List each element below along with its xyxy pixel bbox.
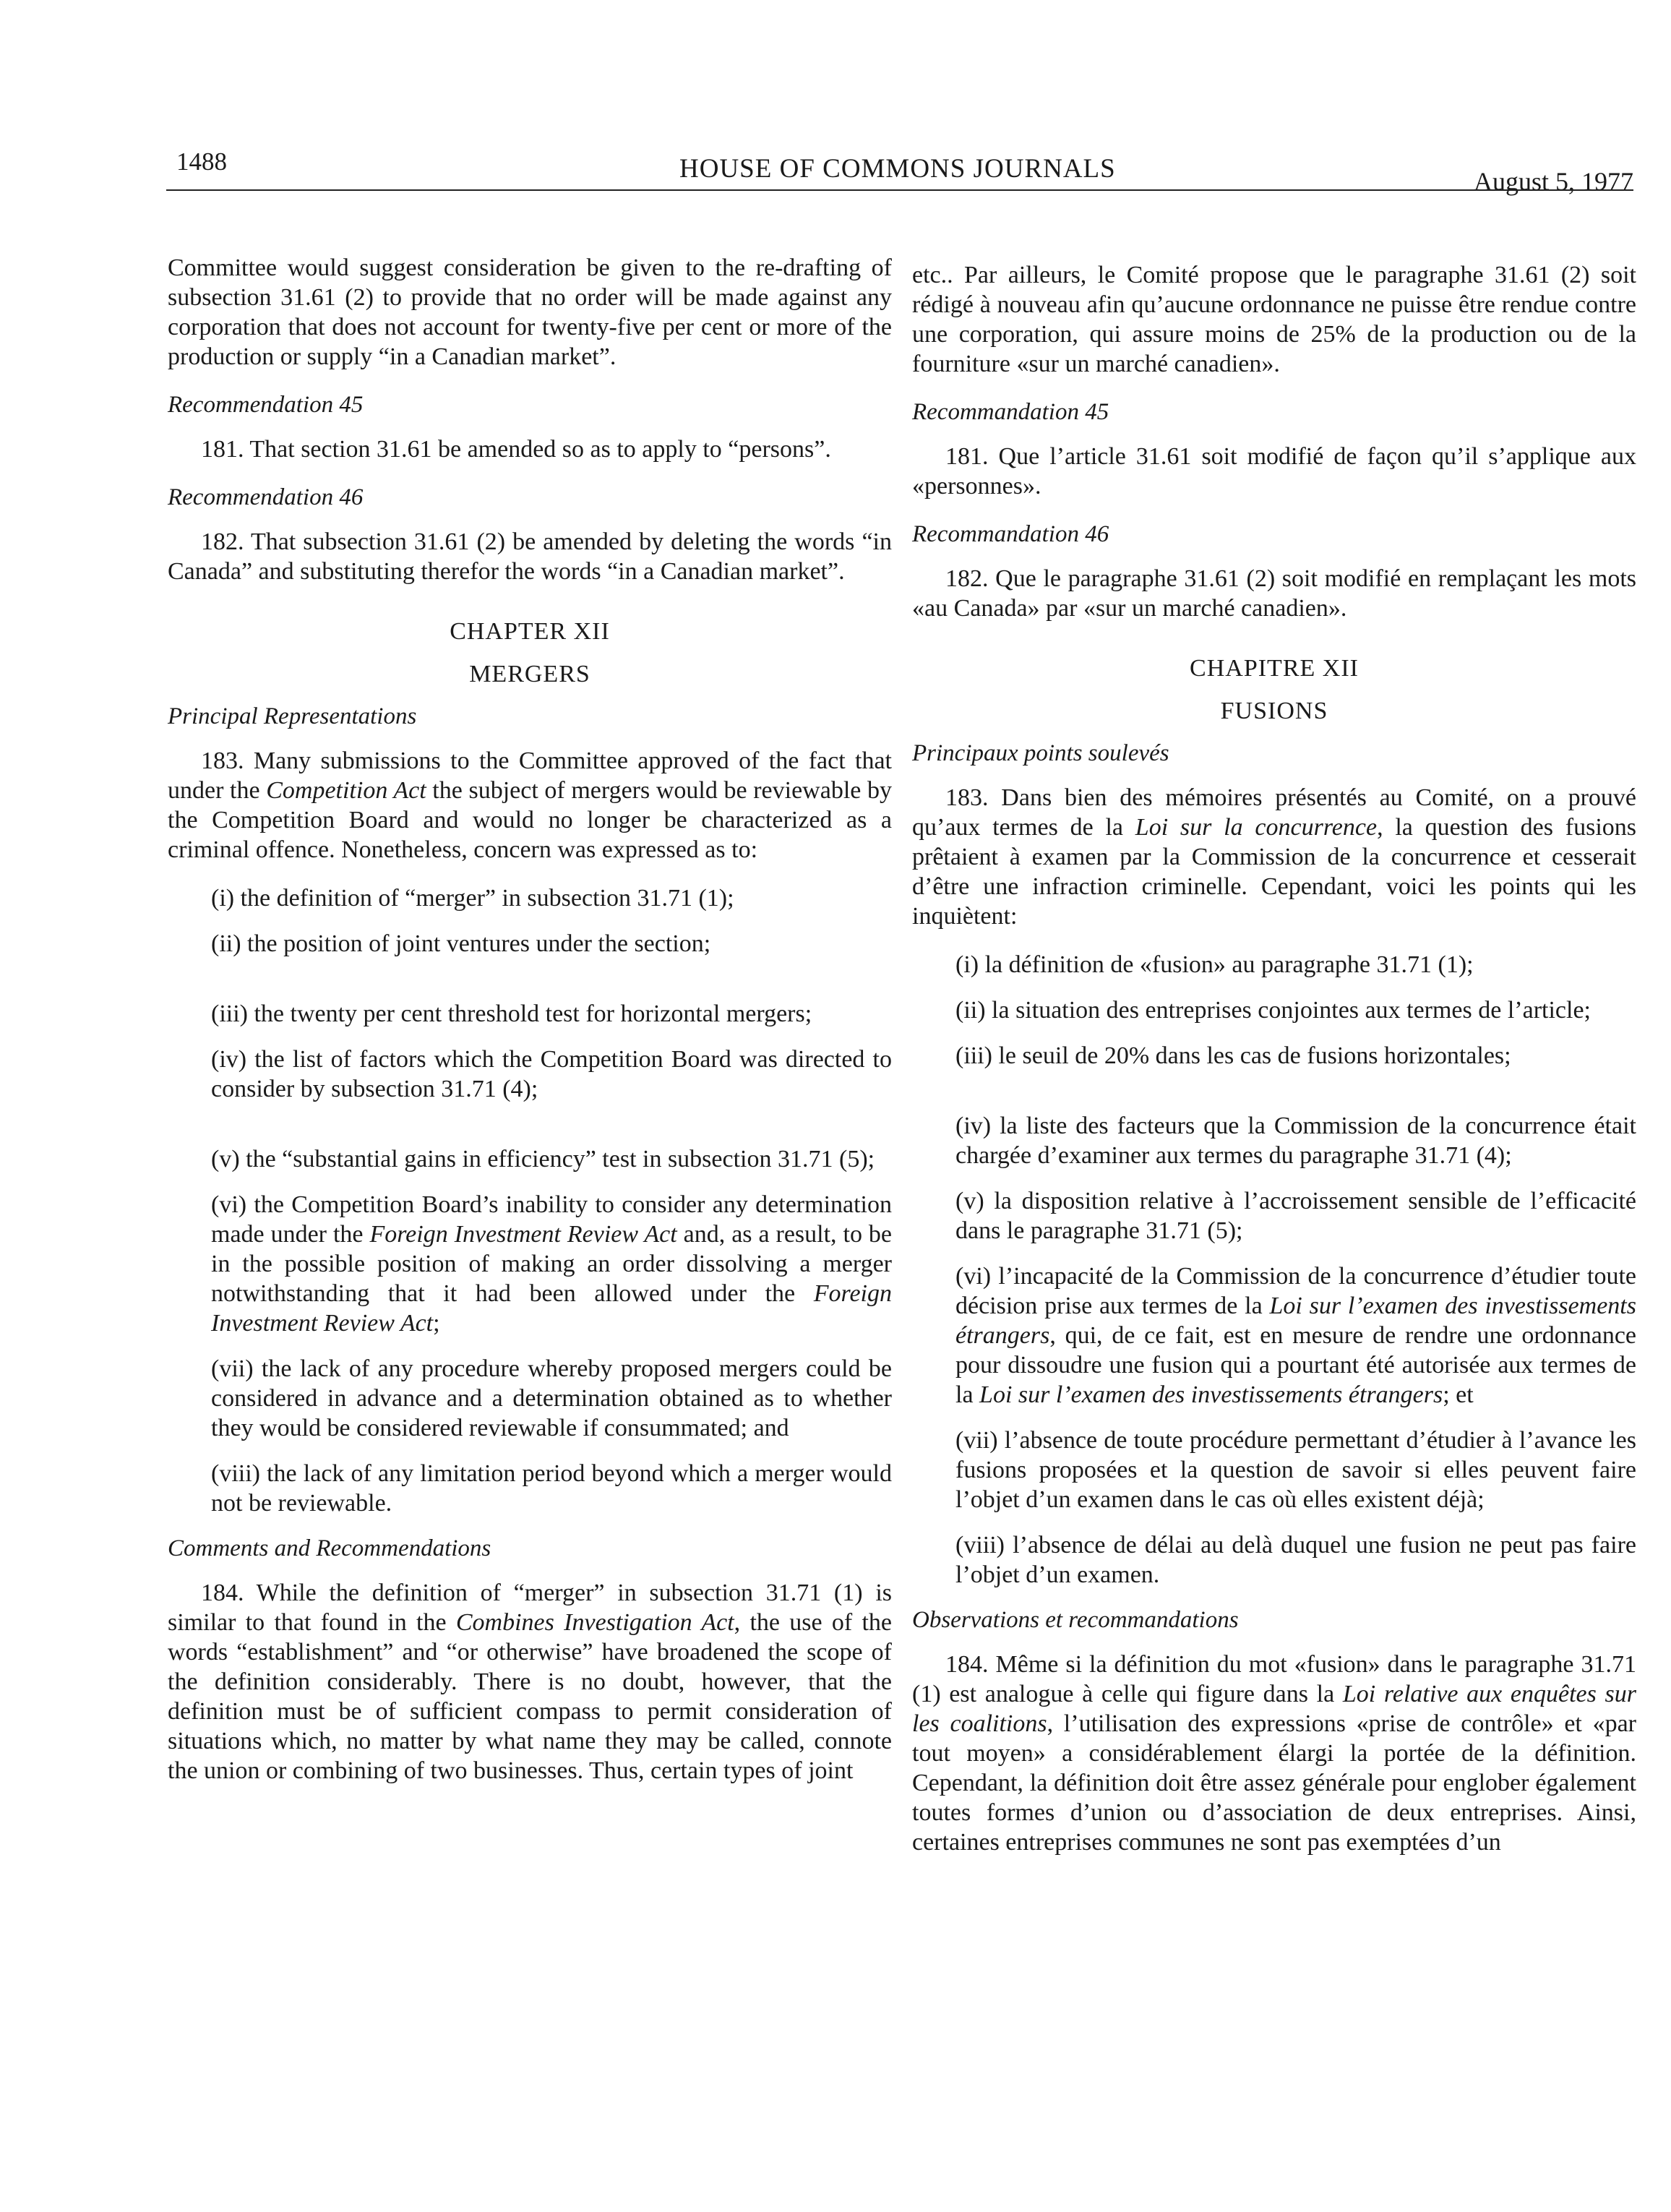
paragraph-182: 182. That subsection 31.61 (2) be amended by deleting the words “in Canada” and substituting therefor the words “in a Canadian market”. bbox=[168, 528, 892, 585]
chapter-heading: CHAPTER XII bbox=[450, 618, 610, 645]
journal-date: August 5, 1977 bbox=[1473, 167, 1633, 196]
list-item: (iv) la liste des facteurs que la Commission de la concurrence était chargée d’examiner aux termes du paragraphe 31.71 (4); bbox=[955, 1113, 1636, 1169]
list-item: (ii) la situation des entreprises conjointes aux termes de l’article; bbox=[955, 997, 1591, 1024]
english-column bbox=[168, 253, 892, 1804]
text-run: ; et bbox=[1443, 1381, 1474, 1408]
list-item: (v) the “substantial gains in efficiency” test in subsection 31.71 (5); bbox=[211, 1146, 875, 1173]
recommendation-45-heading: Recommendation 45 bbox=[168, 392, 364, 418]
act-title: Competition Act bbox=[266, 777, 426, 804]
page-number: 1488 bbox=[176, 147, 227, 176]
text-run: (vi) l’incapacité de la Commission de la concurrence d’étudier toute décision prise aux termes de la bbox=[955, 1263, 1636, 1319]
intro-paragraph: etc.. Par ailleurs, le Comité propose que le paragraphe 31.61 (2) soit rédigé à nouveau afin qu’aucune ordonnance ne puisse être rendue contre une corporation, qui assure moins de 25% de la production ou de la fourniture «sur un marché canadien». bbox=[912, 262, 1636, 377]
comments-heading: Comments and Recommendations bbox=[168, 1535, 491, 1561]
text-run: , la question des fusions prêtaient à examen par la Commission de la concurrence et cesserait d’être une infraction criminelle. Cependant, voici les points qui les inquiètent: bbox=[912, 814, 1636, 930]
chapter-title: FUSIONS bbox=[1220, 698, 1328, 724]
french-column bbox=[912, 260, 1636, 1876]
principal-representations-heading: Principal Representations bbox=[168, 703, 417, 729]
chapter-heading: CHAPITRE XII bbox=[1190, 655, 1359, 682]
list-item: (v) la disposition relative à l’accroissement sensible de l’efficacité dans le paragraphe 31.71 (5); bbox=[955, 1188, 1636, 1244]
paragraph-181: 181. That section 31.61 be amended so as to apply to “persons”. bbox=[201, 436, 831, 463]
list-item bbox=[912, 1261, 1636, 1410]
text-run: 183. Dans bien des mémoires présentés au Comité, on a prouvé qu’aux termes de la bbox=[912, 784, 1636, 841]
list-item: (vii) l’absence de toute procédure permettant d’étudier à l’avance les fusions proposées et la question de savoir si elles peuvent faire l’objet d’un examen dans le cas où elles existent déjà; bbox=[955, 1427, 1636, 1513]
act-title: Loi relative aux enquêtes sur les coalitions bbox=[912, 1681, 1636, 1737]
text-run: 183. Many submissions to the Committee approved of the fact that under the bbox=[168, 747, 892, 804]
paragraph-184 bbox=[912, 1650, 1636, 1857]
paragraph-184 bbox=[168, 1578, 892, 1786]
text-run: 184. While the definition of “merger” in subsection 31.71 (1) is similar to that found in the bbox=[168, 1579, 892, 1636]
act-title: Loi sur l’examen des investissements étrangers bbox=[979, 1381, 1443, 1408]
list-item: (i) la définition de «fusion» au paragraphe 31.71 (1); bbox=[955, 951, 1474, 978]
list-item: (iii) le seuil de 20% dans les cas de fusions horizontales; bbox=[955, 1042, 1511, 1069]
recommendation-46-heading: Recommendation 46 bbox=[168, 484, 364, 510]
journal-title: HOUSE OF COMMONS JOURNALS bbox=[679, 154, 1116, 184]
list-item: (i) the definition of “merger” in subsection 31.71 (1); bbox=[211, 885, 734, 912]
list-item: (iv) the list of factors which the Competition Board was directed to consider by subsection 31.71 (4); bbox=[211, 1046, 892, 1102]
act-title: Combines Investigation Act bbox=[455, 1609, 734, 1636]
act-title: Foreign Investment Review Act bbox=[211, 1280, 892, 1337]
principal-representations-heading: Principaux points soulevés bbox=[912, 740, 1169, 766]
text-run: ; bbox=[433, 1310, 440, 1337]
list-item: (viii) the lack of any limitation period beyond which a merger would not be reviewable. bbox=[211, 1460, 892, 1517]
paragraph-183 bbox=[168, 746, 892, 865]
text-run: the subject of mergers would be reviewable by the Competition Board and would no longer be characterized as a criminal offence. Nonetheless, concern was expressed as to: bbox=[168, 777, 892, 863]
paragraph-181: 181. Que l’article 31.61 soit modifié de façon qu’il s’applique aux «personnes». bbox=[912, 443, 1636, 500]
page-header bbox=[166, 142, 1633, 200]
list-item: (viii) l’absence de délai au delà duquel une fusion ne peut pas faire l’objet d’un examen. bbox=[955, 1532, 1636, 1588]
text-run: , the use of the words “establishment” and “or otherwise” have broadened the scope of the definition considerably. There is no doubt, however, that the definition must be of sufficient compass to permit consideration of situations which, no matter by what name they may be called, connote the union or combining of two businesses. Thus, certain types of joint bbox=[168, 1609, 893, 1784]
act-title: Loi sur l’examen des investissements étrangers bbox=[955, 1293, 1636, 1349]
chapter-title: MERGERS bbox=[469, 661, 590, 687]
list-item bbox=[168, 1190, 892, 1338]
act-title: Loi sur la concurrence bbox=[1135, 814, 1378, 841]
text-run: , l’utilisation des expressions «prise de contrôle» et «par tout moyen» a considérablement élargi la portée de la définition. Cependant, la définition doit être assez générale pour englober également toutes formes d’union ou d’association de deux entreprises. Ainsi, certaines entreprises communes ne sont pas exemptées d’un bbox=[912, 1710, 1636, 1856]
paragraph-183 bbox=[912, 783, 1636, 931]
list-item: (vii) the lack of any procedure whereby proposed mergers could be considered in advance and a determination obtained as to whether they would be considered reviewable if consummated; and bbox=[211, 1355, 892, 1441]
recommendation-45-heading: Recommandation 45 bbox=[912, 399, 1109, 425]
text-run: and, as a result, to be in the possible position of making an order dissolving a merger notwithstanding that it had been allowed under the bbox=[211, 1221, 892, 1307]
list-item: (ii) the position of joint ventures under the section; bbox=[211, 930, 711, 957]
paragraph-182: 182. Que le paragraphe 31.61 (2) soit modifié en remplaçant les mots «au Canada» par «sur un marché canadien». bbox=[912, 565, 1636, 622]
comments-heading: Observations et recommandations bbox=[912, 1607, 1239, 1633]
list-item: (iii) the twenty per cent threshold test for horizontal mergers; bbox=[211, 1000, 812, 1027]
text-run: 184. Même si la définition du mot «fusion» dans le paragraphe 31.71 (1) est analogue à celle qui figure dans la bbox=[912, 1651, 1636, 1707]
recommendation-46-heading: Recommandation 46 bbox=[912, 521, 1109, 547]
text-run: (vi) the Competition Board’s inability to consider any determination made under the bbox=[211, 1191, 892, 1248]
intro-paragraph: Committee would suggest consideration be given to the re-drafting of subsection 31.61 (2) to provide that no order will be made against any corporation that does not account for twenty-five per cent or more of the production or supply “in a Canadian market”. bbox=[168, 254, 892, 370]
header-rule bbox=[166, 189, 1633, 191]
act-title: Foreign Investment Review Act bbox=[369, 1221, 677, 1248]
text-run: , qui, de ce fait, est en mesure de rendre une ordonnance pour dissoudre une fusion qui a pourtant été autorisée aux termes de la bbox=[955, 1322, 1636, 1408]
